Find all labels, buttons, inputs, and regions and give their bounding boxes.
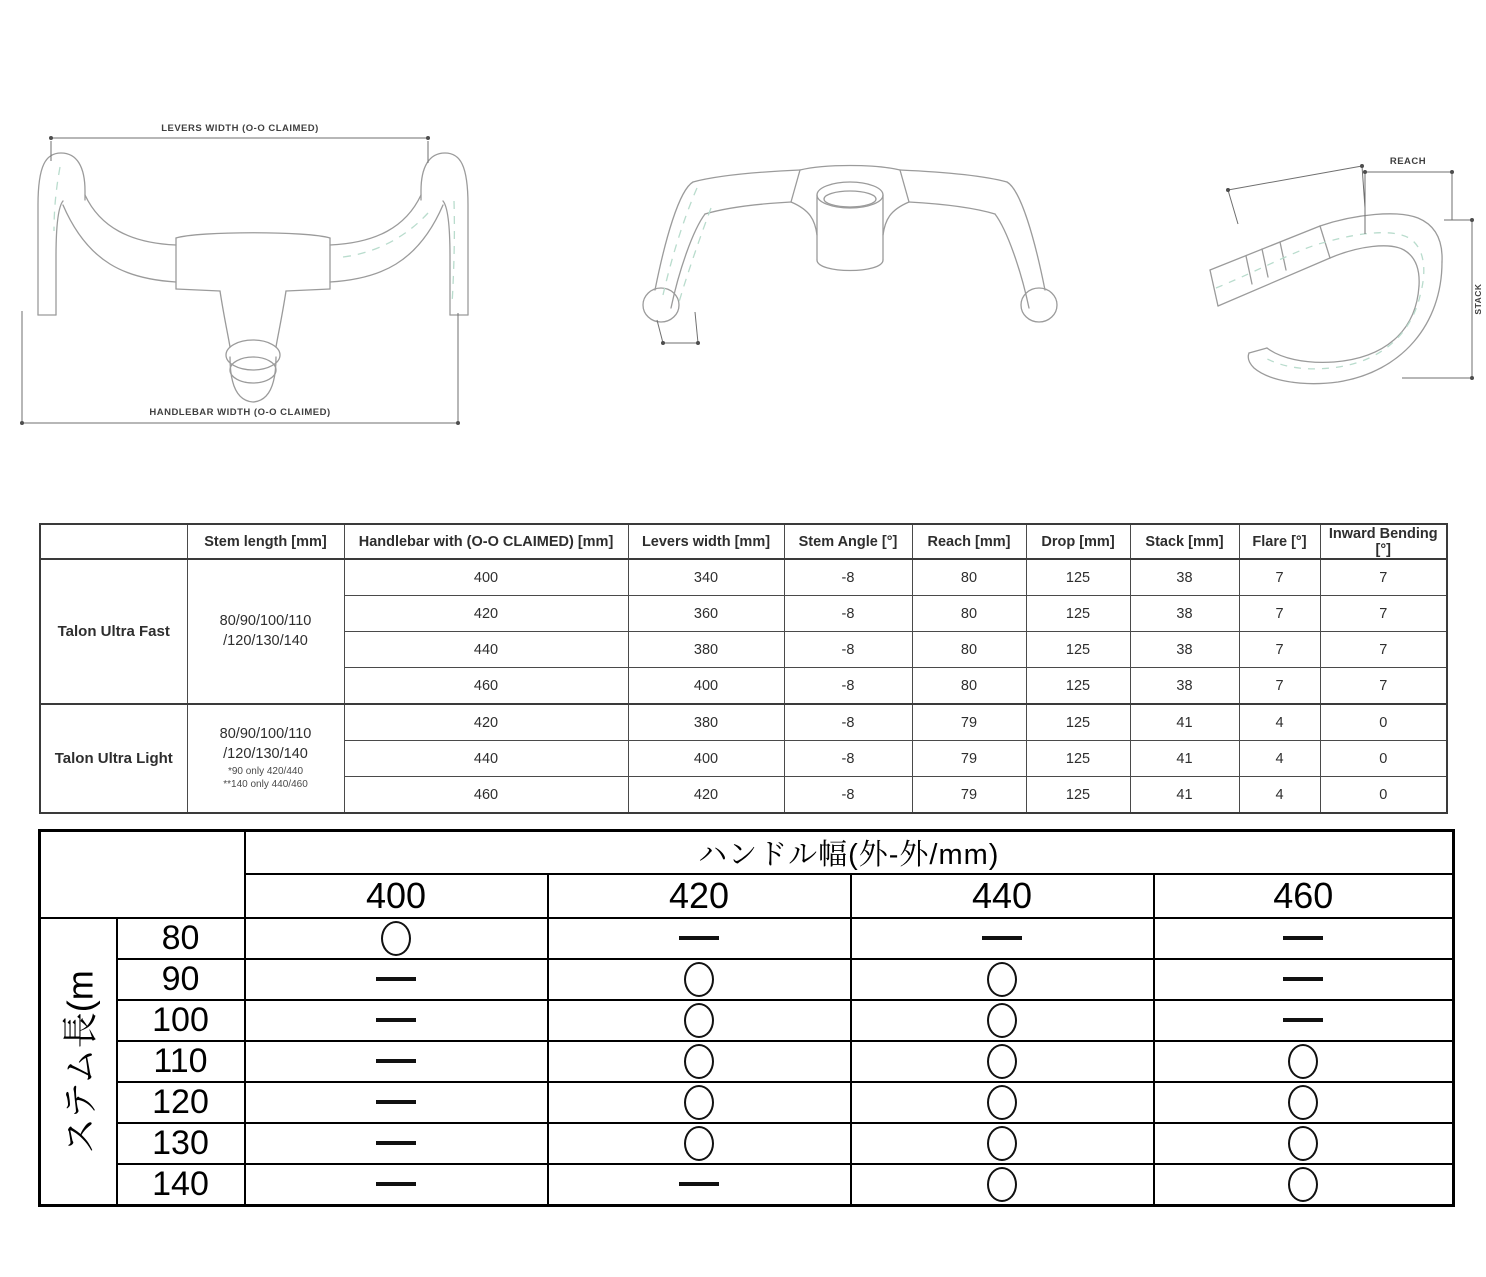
spec-value-cell: 420 bbox=[628, 777, 784, 814]
spec-value-cell: 420 bbox=[344, 596, 628, 632]
spec-value-cell: 41 bbox=[1130, 704, 1239, 741]
spec-value-cell: 0 bbox=[1320, 741, 1447, 777]
spec-value-cell: 79 bbox=[912, 704, 1026, 741]
width-header-400: 400 bbox=[245, 874, 548, 918]
spec-value-cell: 380 bbox=[628, 704, 784, 741]
dash-mark bbox=[982, 936, 1022, 940]
compat-row bbox=[40, 1082, 1454, 1123]
spec-row bbox=[40, 559, 1447, 596]
compat-available-cell bbox=[548, 959, 851, 1000]
spec-value-cell: 125 bbox=[1026, 741, 1130, 777]
spec-value-cell: 125 bbox=[1026, 632, 1130, 668]
spec-value-cell: 380 bbox=[628, 632, 784, 668]
spec-value-cell: -8 bbox=[784, 596, 912, 632]
spec-stem-length-cell bbox=[187, 559, 344, 704]
compat-unavailable-cell bbox=[245, 1041, 548, 1082]
spec-value-cell: 4 bbox=[1239, 741, 1320, 777]
circle-mark bbox=[1288, 1167, 1318, 1202]
compat-unavailable-cell bbox=[851, 918, 1154, 959]
dash-mark bbox=[1283, 936, 1323, 940]
circle-mark bbox=[1288, 1126, 1318, 1161]
circle-mark bbox=[987, 1003, 1017, 1038]
compat-unavailable-cell bbox=[245, 1082, 548, 1123]
spec-value-cell: 400 bbox=[344, 559, 628, 596]
circle-mark bbox=[987, 1167, 1017, 1202]
spec-value-cell: -8 bbox=[784, 632, 912, 668]
compat-stem-cell: 110 bbox=[117, 1041, 245, 1082]
spec-header-levers-width: Levers width [mm] bbox=[628, 524, 784, 559]
spec-header-drop: Drop [mm] bbox=[1026, 524, 1130, 559]
dash-mark bbox=[376, 1018, 416, 1022]
compat-available-cell bbox=[1154, 1164, 1454, 1206]
spec-value-cell: 360 bbox=[628, 596, 784, 632]
spec-value-cell: 4 bbox=[1239, 777, 1320, 814]
compat-available-cell bbox=[1154, 1123, 1454, 1164]
spec-value-cell: 4 bbox=[1239, 704, 1320, 741]
stem-length-axis-cell bbox=[40, 918, 117, 1206]
spec-value-cell: 7 bbox=[1320, 559, 1447, 596]
spec-value-cell: 38 bbox=[1130, 596, 1239, 632]
compat-unavailable-cell bbox=[1154, 918, 1454, 959]
circle-mark bbox=[987, 1044, 1017, 1079]
top-view-diagram bbox=[615, 150, 1085, 365]
compat-stem-cell: 130 bbox=[117, 1123, 245, 1164]
dash-mark bbox=[1283, 977, 1323, 981]
compat-available-cell bbox=[548, 1123, 851, 1164]
spec-value-cell: 400 bbox=[628, 741, 784, 777]
circle-mark bbox=[987, 962, 1017, 997]
side-view-bar-outline bbox=[1210, 214, 1442, 384]
spec-value-cell: 460 bbox=[344, 777, 628, 814]
spec-header-model bbox=[40, 524, 187, 559]
spec-value-cell: 79 bbox=[912, 741, 1026, 777]
spec-value-cell: -8 bbox=[784, 559, 912, 596]
handlebar-width-group-label: ハンドル幅(外-外/mm) bbox=[245, 831, 1454, 875]
compatibility-table bbox=[38, 829, 1455, 1207]
compat-available-cell bbox=[851, 1082, 1154, 1123]
spec-value-cell: 41 bbox=[1130, 741, 1239, 777]
circle-mark bbox=[987, 1085, 1017, 1120]
circle-mark bbox=[381, 921, 411, 956]
top-view-bar-outline bbox=[643, 166, 1057, 323]
circle-mark bbox=[684, 1085, 714, 1120]
spec-value-cell: -8 bbox=[784, 668, 912, 705]
spec-row bbox=[40, 704, 1447, 741]
circle-mark bbox=[987, 1126, 1017, 1161]
compat-unavailable-cell bbox=[245, 1123, 548, 1164]
compat-available-cell bbox=[851, 1041, 1154, 1082]
compat-unavailable-cell bbox=[548, 1164, 851, 1206]
compat-available-cell bbox=[851, 1164, 1154, 1206]
compat-unavailable-cell bbox=[1154, 1000, 1454, 1041]
compat-unavailable-cell bbox=[245, 1164, 548, 1206]
handlebar-width-label: HANDLEBAR WIDTH (O-O CLAIMED) bbox=[149, 407, 331, 418]
spec-value-cell: 80 bbox=[912, 559, 1026, 596]
compat-available-cell bbox=[245, 918, 548, 959]
spec-value-cell: 125 bbox=[1026, 668, 1130, 705]
circle-mark bbox=[684, 962, 714, 997]
circle-mark bbox=[1288, 1044, 1318, 1079]
spec-header-reach: Reach [mm] bbox=[912, 524, 1026, 559]
compat-stem-cell: 120 bbox=[117, 1082, 245, 1123]
compat-available-cell bbox=[548, 1000, 851, 1041]
spec-value-cell: 41 bbox=[1130, 777, 1239, 814]
spec-value-cell: 340 bbox=[628, 559, 784, 596]
top-view-flare-dimension bbox=[657, 312, 700, 345]
spec-value-cell: 125 bbox=[1026, 559, 1130, 596]
spec-value-cell: 7 bbox=[1320, 596, 1447, 632]
side-view-dimensions bbox=[1226, 164, 1474, 380]
spec-value-cell: 7 bbox=[1239, 596, 1320, 632]
spec-value-cell: 0 bbox=[1320, 704, 1447, 741]
spec-value-cell: 0 bbox=[1320, 777, 1447, 814]
compat-row bbox=[40, 959, 1454, 1000]
compat-available-cell bbox=[1154, 1082, 1454, 1123]
side-view-cable-guides bbox=[1216, 233, 1424, 369]
spec-value-cell: -8 bbox=[784, 704, 912, 741]
dash-mark bbox=[679, 936, 719, 940]
stem-length-line: /120/130/140 bbox=[223, 746, 308, 762]
compat-available-cell bbox=[548, 1041, 851, 1082]
spec-value-cell: 80 bbox=[912, 668, 1026, 705]
spec-value-cell: 125 bbox=[1026, 596, 1130, 632]
spec-value-cell: 7 bbox=[1239, 668, 1320, 705]
spec-stem-length-cell bbox=[187, 704, 344, 813]
compat-available-cell bbox=[851, 1000, 1154, 1041]
compat-unavailable-cell bbox=[245, 1000, 548, 1041]
spec-header-stem-angle: Stem Angle [°] bbox=[784, 524, 912, 559]
compat-group-header-row bbox=[40, 831, 1454, 875]
dash-mark bbox=[376, 977, 416, 981]
spec-value-cell: 7 bbox=[1239, 559, 1320, 596]
spec-table bbox=[39, 523, 1448, 814]
circle-mark bbox=[1288, 1085, 1318, 1120]
width-header-440: 440 bbox=[851, 874, 1154, 918]
dash-mark bbox=[1283, 1018, 1323, 1022]
spec-value-cell: 125 bbox=[1026, 777, 1130, 814]
compat-unavailable-cell bbox=[245, 959, 548, 1000]
front-view-bar-outline bbox=[38, 153, 468, 402]
stem-length-line: /120/130/140 bbox=[223, 632, 308, 649]
compat-available-cell bbox=[548, 1082, 851, 1123]
spec-header-inward-bending: Inward Bending [°] bbox=[1320, 524, 1447, 559]
compat-available-cell bbox=[1154, 1041, 1454, 1082]
compat-stem-cell: 140 bbox=[117, 1164, 245, 1206]
spec-value-cell: 7 bbox=[1320, 668, 1447, 705]
spec-value-cell: 7 bbox=[1320, 632, 1447, 668]
circle-mark bbox=[684, 1003, 714, 1038]
stem-length-line: 80/90/100/110 bbox=[219, 726, 312, 743]
front-view-diagram bbox=[8, 105, 498, 450]
spec-value-cell: 440 bbox=[344, 741, 628, 777]
compat-row bbox=[40, 1000, 1454, 1041]
spec-model-cell: Talon Ultra Light bbox=[40, 704, 187, 813]
width-header-460: 460 bbox=[1154, 874, 1454, 918]
spec-value-cell: 38 bbox=[1130, 668, 1239, 705]
spec-header-handlebar-width: Handlebar with (O-O CLAIMED) [mm] bbox=[344, 524, 628, 559]
spec-value-cell: -8 bbox=[784, 741, 912, 777]
dash-mark bbox=[376, 1059, 416, 1063]
spec-header-flare: Flare [°] bbox=[1239, 524, 1320, 559]
compat-available-cell bbox=[851, 959, 1154, 1000]
compat-row bbox=[40, 1041, 1454, 1082]
top-view-cable-guides bbox=[663, 188, 711, 302]
spec-value-cell: -8 bbox=[784, 777, 912, 814]
width-header-420: 420 bbox=[548, 874, 851, 918]
spec-value-cell: 7 bbox=[1239, 632, 1320, 668]
spec-header-row bbox=[40, 524, 1447, 559]
stack-label: STACK bbox=[1473, 283, 1483, 315]
dash-mark bbox=[376, 1100, 416, 1104]
dash-mark bbox=[679, 1182, 719, 1186]
compat-stem-cell: 90 bbox=[117, 959, 245, 1000]
stem-length-axis-label: ステム長(m bbox=[59, 969, 101, 1154]
spec-value-cell: 80 bbox=[912, 596, 1026, 632]
stem-length-note: **140 only 440/460 bbox=[223, 779, 308, 791]
spec-value-cell: 80 bbox=[912, 632, 1026, 668]
stem-length-line: 80/90/100/110 bbox=[219, 612, 312, 629]
compat-row bbox=[40, 918, 1454, 959]
stem-length-note: *90 only 420/440 bbox=[227, 765, 304, 777]
spec-value-cell: 79 bbox=[912, 777, 1026, 814]
spec-value-cell: 440 bbox=[344, 632, 628, 668]
spec-model-cell: Talon Ultra Fast bbox=[40, 559, 187, 704]
compat-unavailable-cell bbox=[1154, 959, 1454, 1000]
reach-label: REACH bbox=[1389, 156, 1427, 167]
spec-value-cell: 400 bbox=[628, 668, 784, 705]
spec-value-cell: 125 bbox=[1026, 704, 1130, 741]
compat-stem-cell: 80 bbox=[117, 918, 245, 959]
side-view-diagram bbox=[1150, 128, 1486, 433]
front-view-cable-guides bbox=[54, 167, 454, 305]
compat-width-header-row bbox=[40, 874, 1454, 918]
compat-corner-cell bbox=[40, 831, 245, 919]
compat-row bbox=[40, 1164, 1454, 1206]
spec-value-cell: 420 bbox=[344, 704, 628, 741]
spec-header-stack: Stack [mm] bbox=[1130, 524, 1239, 559]
spec-value-cell: 38 bbox=[1130, 632, 1239, 668]
spec-header-stem-length: Stem length [mm] bbox=[187, 524, 344, 559]
circle-mark bbox=[684, 1044, 714, 1079]
circle-mark bbox=[684, 1126, 714, 1161]
dash-mark bbox=[376, 1182, 416, 1186]
spec-value-cell: 38 bbox=[1130, 559, 1239, 596]
compat-unavailable-cell bbox=[548, 918, 851, 959]
spec-value-cell: 460 bbox=[344, 668, 628, 705]
dash-mark bbox=[376, 1141, 416, 1145]
levers-width-label: LEVERS WIDTH (O-O CLAIMED) bbox=[161, 123, 319, 134]
compat-available-cell bbox=[851, 1123, 1154, 1164]
compat-stem-cell: 100 bbox=[117, 1000, 245, 1041]
compat-row bbox=[40, 1123, 1454, 1164]
front-view-dimensions bbox=[20, 136, 460, 425]
